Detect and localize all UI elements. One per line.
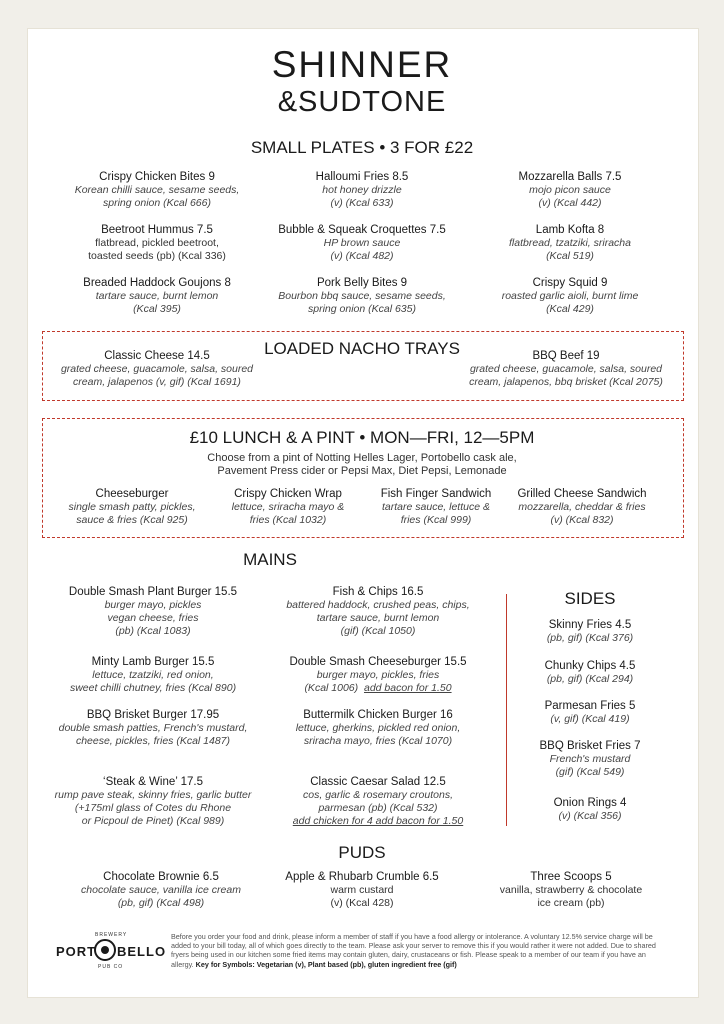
- item-name: Classic Cheese 14.5: [104, 350, 210, 362]
- item-name: Breaded Haddock Goujons 8: [83, 277, 231, 289]
- side-item: [510, 740, 670, 779]
- item-name: BBQ Beef 19: [532, 350, 600, 362]
- item-desc: lettuce, sriracha mayo & fries (Kcal 1032): [231, 501, 345, 526]
- menu-item: [268, 586, 488, 638]
- item-name: BBQ Brisket Burger 17.95: [86, 709, 220, 721]
- menu-item: [454, 350, 678, 389]
- add-bacon-note: add bacon for 1.50: [363, 682, 452, 694]
- item-name: Crispy Chicken Bites 9: [99, 171, 215, 183]
- side-item: [510, 797, 670, 823]
- item-desc: rump pave steak, skinny fries, garlic butter (+175ml glass of Cotes du Rhone or Picpoul de Pinet) (Kcal 989): [54, 789, 252, 827]
- item-name: Double Smash Plant Burger 15.5: [68, 586, 238, 598]
- item-desc: warm custard (v) (Kcal 428): [330, 884, 394, 909]
- sides-title: SIDES: [564, 589, 616, 608]
- menu-item: [470, 224, 670, 263]
- menu-item: [268, 776, 488, 828]
- menu-item: [57, 171, 257, 210]
- item-desc: (v) (Kcal 356): [558, 810, 622, 822]
- small-plates-title: SMALL PLATES • 3 FOR £22: [250, 138, 474, 157]
- item-desc: (v, gif) (Kcal 419): [550, 713, 630, 725]
- portobello-logo: [56, 930, 167, 974]
- allergy-text: Before you order your food and drink, please inform a member of staff if you have a food allergy or intolerance. A voluntary 12.5% service charge will be added to your bill today, all of which goes directly to the team. Please ask your server to remove this if you would rather it were not added. Due to shared fryers being used in our kitchen some fried items may contain gluten, dairy, crustaceans or fish. Please speak to a member of our team if you have an allergy.: [171, 932, 656, 969]
- item-name: BBQ Brisket Fries 7: [539, 740, 641, 752]
- item-name: Crispy Squid 9: [532, 277, 608, 289]
- sides-divider: [506, 594, 507, 826]
- menu-item: [48, 350, 266, 389]
- item-desc: flatbread, tzatziki, sriracha (Kcal 519): [509, 237, 631, 262]
- logo-text-right: BELLO: [117, 944, 167, 959]
- menu-item: [48, 656, 258, 695]
- item-desc: vanilla, strawberry & chocolate ice cream (pb): [499, 884, 643, 909]
- menu-item: [268, 709, 488, 748]
- item-name: Minty Lamb Burger 15.5: [91, 656, 215, 668]
- logo-mark-icon: [94, 939, 116, 961]
- item-name: Double Smash Cheeseburger 15.5: [289, 656, 467, 668]
- item-desc: HP brown sauce (v) (Kcal 482): [323, 237, 401, 262]
- item-name: Grilled Cheese Sandwich: [517, 488, 647, 500]
- item-desc: French's mustard (gif) (Kcal 549): [549, 753, 631, 778]
- item-desc: grated cheese, guacamole, salsa, soured cream, jalapenos (v, gif) (Kcal 1691): [60, 363, 254, 388]
- item-name: Chunky Chips 4.5: [544, 660, 636, 672]
- item-desc: flatbread, pickled beetroot, toasted seeds (pb) (Kcal 336): [88, 237, 226, 262]
- logo-text-left: PORT: [56, 944, 97, 959]
- logo-bottom-text: PUB CO: [98, 964, 124, 970]
- item-desc: burger mayo, pickles vegan cheese, fries (pb) (Kcal 1083): [104, 599, 202, 637]
- menu-item: [214, 488, 362, 527]
- menu-item: [258, 871, 466, 910]
- item-desc: Korean chilli sauce, sesame seeds, spring onion (Kcal 666): [74, 184, 240, 209]
- item-desc: tartare sauce, lettuce & fries (Kcal 999): [382, 501, 490, 526]
- puds-title: PUDS: [338, 843, 386, 862]
- brand-name: SHINNER: [271, 44, 453, 85]
- item-name: Three Scoops 5: [530, 871, 612, 883]
- menu-item: [262, 224, 462, 263]
- item-name: Classic Caesar Salad 12.5: [310, 776, 446, 788]
- side-item: [510, 700, 670, 726]
- menu-item: [52, 488, 212, 527]
- item-desc: lettuce, tzatziki, red onion, sweet chilli chutney, fries (Kcal 890): [69, 669, 237, 694]
- mains-title: MAINS: [243, 550, 297, 569]
- item-name: Onion Rings 4: [553, 797, 627, 809]
- item-name: Halloumi Fries 8.5: [315, 171, 409, 183]
- item-name: Parmesan Fries 5: [544, 700, 636, 712]
- logo-top-text: BREWERY: [95, 932, 128, 938]
- menu-item: [262, 277, 462, 316]
- item-name: Crispy Chicken Wrap: [234, 488, 342, 500]
- menu-item: [56, 871, 266, 910]
- item-desc: lettuce, gherkins, pickled red onion, sriracha mayo, fries (Kcal 1070): [295, 722, 461, 747]
- side-item: [510, 660, 670, 686]
- add-chicken-note: add chicken for 4 add bacon for 1.50: [292, 815, 464, 827]
- menu-item: [57, 224, 257, 263]
- item-name: Cheeseburger: [95, 488, 169, 500]
- item-name: Lamb Kofta 8: [535, 224, 605, 236]
- lunch-title: £10 LUNCH & A PINT • MON—FRI, 12—5PM: [189, 428, 535, 447]
- item-name: Bubble & Squeak Croquettes 7.5: [278, 224, 446, 236]
- menu-item: [466, 871, 676, 910]
- item-desc: battered haddock, crushed peas, chips, tartare sauce, burnt lemon (gif) (Kcal 1050): [286, 599, 470, 637]
- menu-item: [40, 776, 266, 828]
- item-desc: burger mayo, pickles, fries: [316, 669, 440, 681]
- menu-item: [268, 656, 488, 695]
- item-name: ‘Steak & Wine’ 17.5: [103, 776, 203, 788]
- item-desc: roasted garlic aioli, burnt lime (Kcal 429): [501, 290, 639, 315]
- menu-item: [508, 488, 656, 527]
- item-desc: mojo picon sauce (v) (Kcal 442): [529, 184, 611, 209]
- lunch-subtitle: Choose from a pint of Notting Helles Lager, Portobello cask ale, Pavement Press cider or Pepsi Max, Diet Pepsi, Lemonade: [207, 452, 517, 477]
- item-desc: (pb, gif) (Kcal 376): [546, 632, 634, 644]
- brand-subname: &SUDTONE: [277, 86, 447, 118]
- item-name: Chocolate Brownie 6.5: [103, 871, 219, 883]
- item-name: Mozzarella Balls 7.5: [518, 171, 622, 183]
- allergy-notice: [171, 932, 669, 969]
- menu-item: [470, 277, 670, 316]
- item-desc: tartare sauce, burnt lemon (Kcal 395): [95, 290, 219, 315]
- menu-item: [470, 171, 670, 210]
- item-name: Pork Belly Bites 9: [316, 277, 408, 289]
- nachos-title: LOADED NACHO TRAYS: [264, 339, 460, 358]
- item-desc-line2: (Kcal 1006) add bacon for 1.50: [304, 682, 452, 694]
- menu-item: [262, 171, 462, 210]
- item-name: Buttermilk Chicken Burger 16: [303, 709, 453, 721]
- item-name: Fish & Chips 16.5: [332, 586, 424, 598]
- item-desc: Bourbon bbq sauce, sesame seeds, spring onion (Kcal 635): [278, 290, 446, 315]
- item-desc: grated cheese, guacamole, salsa, soured cream, jalapenos, bbq brisket (Kcal 2075): [469, 363, 663, 388]
- menu-item: [362, 488, 510, 527]
- item-desc: chocolate sauce, vanilla ice cream (pb, gif) (Kcal 498): [81, 884, 241, 909]
- item-desc: hot honey drizzle (v) (Kcal 633): [322, 184, 402, 209]
- item-name: Skinny Fries 4.5: [548, 619, 632, 631]
- item-name: Apple & Rhubarb Crumble 6.5: [285, 871, 439, 883]
- item-desc: mozzarella, cheddar & fries (v) (Kcal 832): [518, 501, 646, 526]
- item-desc: (pb, gif) (Kcal 294): [546, 673, 634, 685]
- item-desc: double smash patties, French's mustard, cheese, pickles, fries (Kcal 1487): [58, 722, 248, 747]
- symbols-key: Key for Symbols: Vegetarian (v), Plant based (pb), gluten ingredient free (gif): [195, 959, 457, 969]
- menu-item: [48, 586, 258, 638]
- menu-item: [40, 709, 266, 748]
- side-item: [510, 619, 670, 645]
- item-desc: cos, garlic & rosemary croutons, parmesan (pb) (Kcal 532): [303, 789, 453, 814]
- item-name: Fish Finger Sandwich: [380, 488, 492, 500]
- item-desc: single smash patty, pickles, sauce & fries (Kcal 925): [68, 501, 196, 526]
- item-name: Beetroot Hummus 7.5: [101, 224, 213, 236]
- menu-item: [57, 277, 257, 316]
